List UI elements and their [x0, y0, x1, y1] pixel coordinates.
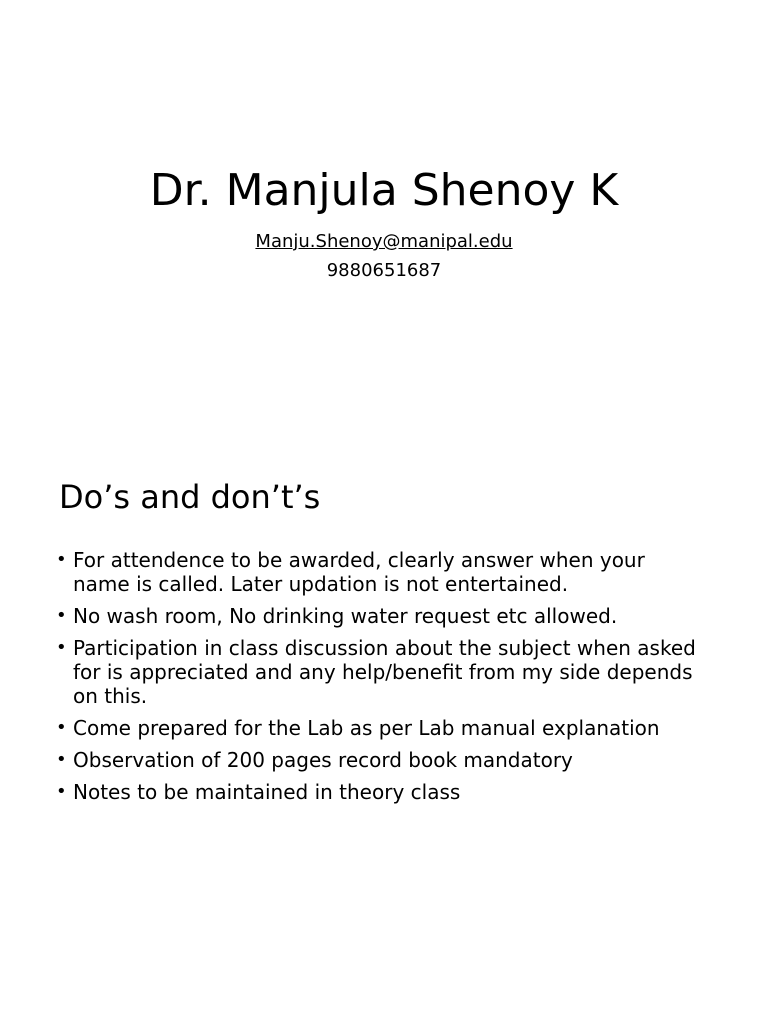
- bullet-icon: •: [56, 749, 67, 770]
- bullet-icon: •: [56, 605, 67, 626]
- title-slide: [0, 0, 768, 400]
- rules-list: [56, 548, 706, 812]
- rules-slide: [0, 470, 768, 870]
- list-item-text: No wash room, No drinking water request etc allowed.: [73, 604, 618, 628]
- email-link[interactable]: Manju.Shenoy@manipal.edu: [255, 231, 513, 252]
- list-item-text: Participation in class discussion about the subject when asked for is appreciated and any help/benefit from my side depends on this.: [73, 636, 696, 708]
- list-item-text: Notes to be maintained in theory class: [73, 780, 461, 804]
- list-item: [56, 548, 706, 596]
- bullet-icon: •: [56, 717, 67, 738]
- presenter-name: Dr. Manjula Shenoy K: [149, 165, 619, 216]
- list-item: [56, 716, 706, 740]
- list-item-text: Come prepared for the Lab as per Lab manual explanation: [73, 716, 660, 740]
- list-item: [56, 604, 706, 628]
- list-item-text: Observation of 200 pages record book mandatory: [73, 748, 573, 772]
- list-item: [56, 748, 706, 772]
- bullet-icon: •: [56, 549, 67, 570]
- rules-heading: Do’s and don’t’s: [59, 478, 321, 516]
- phone-number: 9880651687: [326, 260, 442, 281]
- list-item-text: For attendence to be awarded, clearly answer when your name is called. Later updation is not entertained.: [73, 548, 645, 596]
- bullet-icon: •: [56, 637, 67, 658]
- list-item: [56, 636, 706, 708]
- list-item: [56, 780, 706, 804]
- bullet-icon: •: [56, 781, 67, 802]
- email-line: [0, 230, 768, 254]
